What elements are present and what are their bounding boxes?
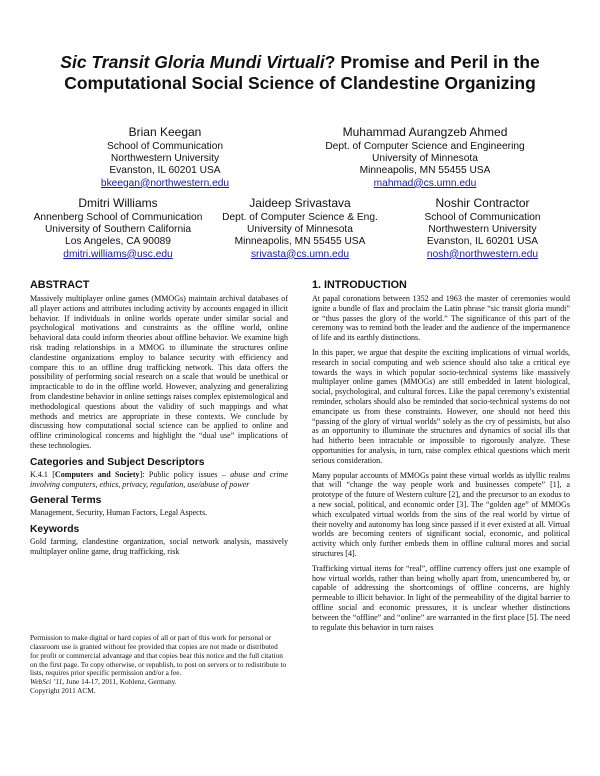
intro-paragraph: At papal coronations between 1352 and 1963 the master of ceremonies would ignite a bundle of flax and proclaim the Latin phrase “sic transit gloria mundi” or “thus passes the glory of the world.” The significance of this part of the ceremony was to remind both the leader and the audience of the impermanence of life and its earthly distinctions.: [312, 294, 570, 343]
author-email-link[interactable]: nosh@northwestern.edu: [426, 248, 539, 260]
author-block: [60, 123, 270, 190]
author-affiliation: School of Communication: [106, 141, 224, 152]
author-affiliation: Dept. of Computer Science & Eng.: [222, 212, 378, 223]
categories-heading: Categories and Subject Descriptors: [30, 456, 205, 468]
author-name: Muhammad Aurangzeb Ahmed: [342, 125, 508, 139]
author-affiliation: University of Minnesota: [372, 153, 478, 165]
author-affiliation: Northwestern University: [428, 224, 537, 236]
author-name: Dmitri Williams: [78, 196, 158, 210]
title-line2: Computational Social Science of Clandestine Organizing: [64, 73, 536, 93]
venue-rest: , June 14-17, 2011, Koblenz, Germany.: [62, 677, 177, 687]
author-name: Noshir Contractor: [435, 196, 530, 210]
author-block: [395, 194, 570, 261]
permission-text: Permission to make digital or hard copies of all or part of this work for personal or classroom use is granted without fee provided that copies are not made or distributed for profit or commercial advantage and that copies bear this notice and the full citation on the first page. To copy otherwise, or republish, to post on servers or to redistribute to lists, requires prior specific permission and/or a fee.: [30, 633, 287, 678]
keywords-heading: Keywords: [30, 524, 80, 536]
categories-bold: Computers and Society: [54, 469, 140, 479]
permission-copyright: Copyright 2011 ACM.: [30, 686, 96, 696]
author-affiliation: University of Minnesota: [247, 224, 353, 236]
author-name: Brian Keegan: [128, 125, 202, 139]
introduction-heading: 1. INTRODUCTION: [312, 279, 407, 291]
right-column: [312, 279, 570, 637]
title-italic-part: Sic Transit Gloria Mundi Virtuali: [60, 52, 325, 72]
author-address: Evanston, IL 60201 USA: [426, 236, 539, 248]
author-email-link[interactable]: mahmad@cs.umn.edu: [373, 177, 477, 189]
author-affiliation: Northwestern University: [110, 153, 220, 165]
general-terms-text: Management, Security, Human Factors, Legal Aspects.: [30, 508, 208, 518]
author-affiliation: Annenberg School of Communication: [33, 212, 203, 223]
intro-paragraph: In this paper, we argue that despite the exciting implications of virtual worlds, research in social computing and web science should also take a critical eye towards the ways in which popular socio-technical systems like massively multiplayer online games (MMOGs) are still embedded in latent biological, social, psychological, and cultural forces. Like the papal ceremony’s existential reminder, scholars should also be reminded that socio-technical systems do not emancipate us from these constraints. However, one should not heed this “passing of the glory of virtual worlds” solely as the cry of pessimists, but also as an opportunity to illuminate the structures and dynamics of social ills that had hitherto been intractable or impossible to rigorously analyze. These opportunities for analysis, in turn, raise complex ethical questions which merit serious consideration.: [312, 347, 570, 465]
intro-paragraph: Trafficking virtual items for “real”, offline currency offers just one example of how virtual worlds, rather than being wholly apart from, unencumbered by, or capable of addressing the shortcomings of offline concerns, are highly permeable to illicit behavior. In light of the permeability of the digital barrier to offline social and economic pressures, it is unclear whether distinctions between the “offline” and “online” are warranted in the first place [5]. The need to regulate this behavior in turn raises: [312, 563, 570, 632]
author-address: Minneapolis, MN 55455 USA: [359, 165, 491, 177]
categories-code: K.4.1 [: [30, 469, 55, 479]
author-address: Minneapolis, MN 55455 USA: [234, 236, 366, 248]
abstract-heading: ABSTRACT: [30, 279, 90, 291]
author-address: Los Angeles, CA 90089: [65, 236, 171, 248]
categories-mid: ]: Public policy issues –: [139, 469, 231, 479]
left-column: [30, 279, 288, 562]
abstract-text: Massively multiplayer online games (MMOGs) maintain archival databases of all player actions and attributes including activity by accounts engaged in illicit behavior. If individuals in online worlds operate under similar social and psychological motivations and constraints as the offline world, online behavioral data could inform theories about offline behavior. We examine high risk trading relationships in a MMOG to illuminate the structures online clandestine organizations employ to balance security with efficiency and compare this to an offline drug trafficking network. This data offers the possibility of performing social research on a scale that would be unethical or impracticable to do in the offline world. However, analyzing and generalizing from clandestine behavior in online settings raises complex epistemological and methodological questions about the validity of such mappings and what methods and metrics are appropriate in these contexts. We conclude by discussing how computational social science can be applied to online and offline criminological concerns and highlight the “dual use” implications of these technologies.: [30, 294, 288, 450]
categories-italic: abuse and crime involving computers, ethics, privacy, regulation, use/abuse of power: [30, 469, 288, 489]
venue-italic: WebSci ’11: [30, 677, 63, 687]
author-address: Evanston, IL 60201 USA: [109, 165, 221, 177]
author-affiliation: University of Southern California: [44, 224, 192, 236]
author-email-link[interactable]: dmitri.williams@usc.edu: [63, 248, 173, 260]
categories-text: [30, 470, 288, 490]
general-terms-heading: General Terms: [30, 495, 102, 507]
intro-paragraph: Many popular accounts of MMOGs paint these virtual worlds as idyllic realms that will “change the way people work and businesses compete” [1], a prototype of the future of Western culture [2], and the precursor to an exodus to a new social, political, and economic order [3]. The “golden age” of MMOGs which exculpated virtual worlds from the sins of the real world by virtue of their novelty and autonomy has long since passed if it ever existed at all. Virtual worlds are becoming centers of significant social, economic, and political activity which only further embeds them in offline cultural mores and social structures [4].: [312, 470, 570, 558]
author-email-link[interactable]: srivasta@cs.umn.edu: [250, 248, 350, 260]
author-block: [210, 194, 390, 261]
author-block: [28, 194, 208, 261]
author-email-link[interactable]: bkeegan@northwestern.edu: [100, 177, 230, 189]
paper-title: [30, 52, 570, 94]
author-affiliation: Dept. of Computer Science and Engineering: [325, 141, 525, 152]
author-name: Jaideep Srivastava: [249, 196, 351, 210]
keywords-text: Gold farming, clandestine organization, social network analysis, massively multiplayer online game, drug trafficking, risk: [30, 537, 288, 556]
author-affiliation: School of Communication: [424, 212, 541, 223]
author-block: [300, 123, 550, 190]
title-rest-line1: ? Promise and Peril in the: [324, 52, 540, 72]
permission-notice: [30, 634, 288, 696]
